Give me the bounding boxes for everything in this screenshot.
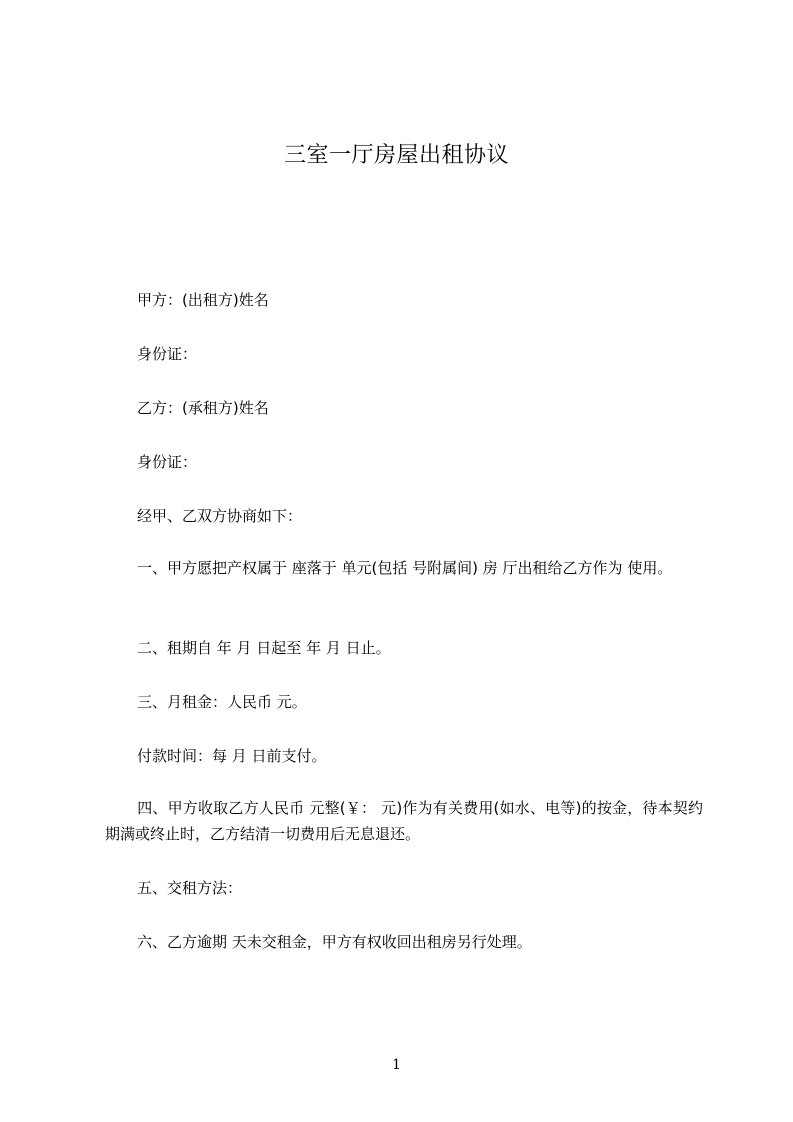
clause-5 xyxy=(105,875,703,901)
clause-1-text: 一、甲方愿把产权属于 座落于 单元(包括 号附属间) 房 厅出租给乙方作为 使用。 xyxy=(137,559,673,577)
party-a-id-line xyxy=(105,341,703,367)
clause-3-text: 三、月租金：人民币 元。 xyxy=(137,693,307,711)
party-a-text: 甲方：(出租方)姓名 xyxy=(137,291,269,309)
party-b-id-text: 身份证： xyxy=(137,453,198,471)
clause-1 xyxy=(105,555,703,581)
clause-4-text: 四、甲方收取乙方人民币 元整(￥： 元)作为有关费用(如水、电等)的按金，待本契约期满或终止时，乙方结清一切费用后无息退还。 xyxy=(105,799,703,843)
clause-5-text: 五、交租方法： xyxy=(137,879,243,897)
page-number: 1 xyxy=(392,1057,401,1073)
clause-6-text: 六、乙方逾期 天未交租金，甲方有权收回出租房另行处理。 xyxy=(137,933,532,951)
party-a-id-text: 身份证： xyxy=(137,345,198,363)
agreement-intro xyxy=(105,503,703,529)
clause-2-text: 二、租期自 年 月 日起至 年 月 日止。 xyxy=(137,639,391,657)
party-b-line xyxy=(105,395,703,421)
clause-6 xyxy=(105,929,703,955)
clause-3 xyxy=(105,689,703,715)
party-b-text: 乙方：(承租方)姓名 xyxy=(137,399,269,417)
agreement-intro-text: 经甲、乙双方协商如下： xyxy=(137,507,303,525)
party-b-id-line xyxy=(105,449,703,475)
clause-4 xyxy=(105,795,703,847)
clause-2 xyxy=(105,635,703,661)
payment-time xyxy=(105,743,703,769)
payment-time-text: 付款时间：每 月 日前支付。 xyxy=(137,747,327,765)
party-a-line xyxy=(105,287,703,313)
document-title: 三室一厅房屋出租协议 xyxy=(283,143,509,168)
